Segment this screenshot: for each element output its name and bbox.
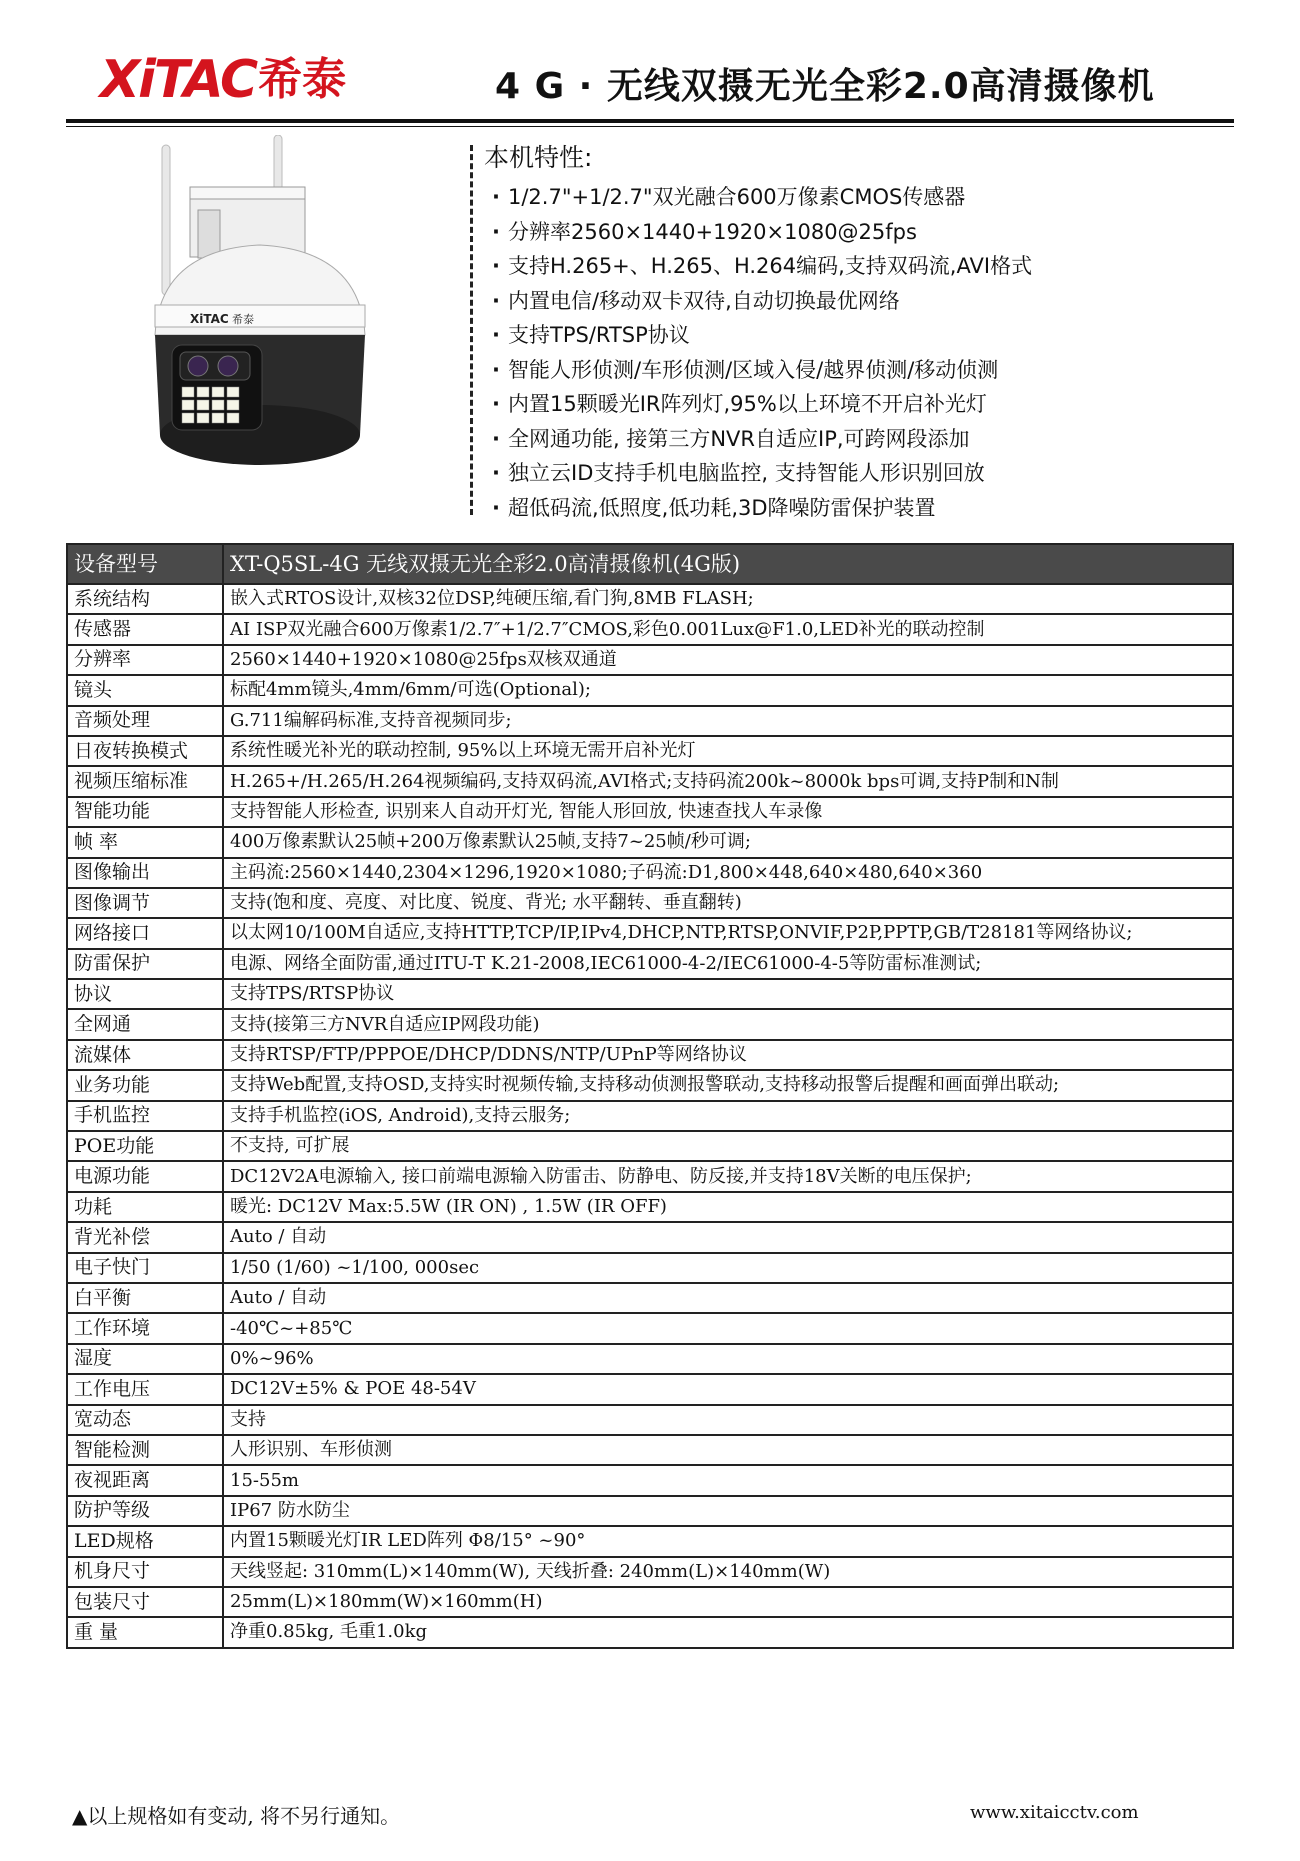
spec-row xyxy=(67,584,1233,614)
spec-value: 天线竖起: 310mm(L)×140mm(W), 天线折叠: 240mm(L)×140mm(W) xyxy=(223,1557,1233,1587)
spec-row xyxy=(67,1070,1233,1100)
spec-row xyxy=(67,1161,1233,1191)
spec-key: 智能功能 xyxy=(67,797,223,827)
spec-row xyxy=(67,1526,1233,1556)
spec-value: Auto / 自动 xyxy=(223,1283,1233,1313)
spec-value: H.265+/H.265/H.264视频编码,支持双码流,AVI格式;支持码流200k~8000k bps可调,支持P制和N制 xyxy=(223,766,1233,796)
spec-key: 流媒体 xyxy=(67,1040,223,1070)
spec-row xyxy=(67,1313,1233,1343)
spec-key: 设备型号 xyxy=(67,544,223,584)
feature-item: · 超低码流,低照度,低功耗,3D降噪防雷保护装置 xyxy=(492,495,936,520)
spec-row xyxy=(67,1465,1233,1495)
spec-key: 音频处理 xyxy=(67,706,223,736)
spec-value: 1/50 (1/60) ~1/100, 000sec xyxy=(223,1253,1233,1283)
spec-row xyxy=(67,736,1233,766)
spec-key: 防雷保护 xyxy=(67,949,223,979)
header-rule-thick xyxy=(66,119,1234,123)
spec-row xyxy=(67,766,1233,796)
spec-key: 协议 xyxy=(67,979,223,1009)
spec-row xyxy=(67,1374,1233,1404)
features-title: 本机特性: xyxy=(484,143,593,172)
spec-value: 支持Web配置,支持OSD,支持实时视频传输,支持移动侦测报警联动,支持移动报警后提醒和画面弹出联动; xyxy=(223,1070,1233,1100)
spec-key: 夜视距离 xyxy=(67,1465,223,1495)
feature-item: · 1/2.7"+1/2.7"双光融合600万像素CMOS传感器 xyxy=(492,185,966,209)
spec-row xyxy=(67,1617,1233,1647)
spec-value: 人形识别、车形侦测 xyxy=(223,1435,1233,1465)
spec-row xyxy=(67,1192,1233,1222)
spec-key: 背光补偿 xyxy=(67,1222,223,1252)
spec-key: 宽动态 xyxy=(67,1405,223,1435)
spec-key: 白平衡 xyxy=(67,1283,223,1313)
spec-row xyxy=(67,797,1233,827)
header-rule-thin xyxy=(66,126,1234,127)
spec-key: 防护等级 xyxy=(67,1496,223,1526)
spec-table xyxy=(66,543,1234,1649)
spec-row xyxy=(67,858,1233,888)
disclaimer-note: ▲以上规格如有变动, 将不另行通知。 xyxy=(72,1804,401,1828)
spec-value: 0%~96% xyxy=(223,1344,1233,1374)
spec-header-row xyxy=(67,544,1233,584)
spec-value: 25mm(L)×180mm(W)×160mm(H) xyxy=(223,1587,1233,1617)
spec-row xyxy=(67,1496,1233,1526)
spec-value: 支持手机监控(iOS, Android),支持云服务; xyxy=(223,1101,1233,1131)
spec-value: 2560×1440+1920×1080@25fps双核双通道 xyxy=(223,645,1233,675)
spec-value: 系统性暖光补光的联动控制, 95%以上环境无需开启补光灯 xyxy=(223,736,1233,766)
spec-value: 支持智能人形检查, 识别来人自动开灯光, 智能人形回放, 快速查找人车录像 xyxy=(223,797,1233,827)
spec-key: 视频压缩标准 xyxy=(67,766,223,796)
spec-row xyxy=(67,949,1233,979)
spec-value: -40℃~+85℃ xyxy=(223,1313,1233,1343)
spec-row xyxy=(67,979,1233,1009)
spec-row xyxy=(67,1435,1233,1465)
feature-item: · 内置15颗暖光IR阵列灯,95%以上环境不开启补光灯 xyxy=(492,392,987,416)
spec-key: 系统结构 xyxy=(67,584,223,614)
spec-key: 镜头 xyxy=(67,675,223,705)
spec-row xyxy=(67,1283,1233,1313)
feature-item: · 全网通功能, 接第三方NVR自适应IP,可跨网段添加 xyxy=(492,426,970,451)
spec-key: 分辨率 xyxy=(67,645,223,675)
spec-row xyxy=(67,1557,1233,1587)
spec-row xyxy=(67,1009,1233,1039)
spec-row xyxy=(67,1040,1233,1070)
spec-key: 电子快门 xyxy=(67,1253,223,1283)
spec-row xyxy=(67,1222,1233,1252)
feature-item: · 智能人形侦测/车形侦测/区域入侵/越界侦测/移动侦测 xyxy=(492,357,999,382)
spec-value: 15-55m xyxy=(223,1465,1233,1495)
spec-key: 工作环境 xyxy=(67,1313,223,1343)
spec-key: 图像调节 xyxy=(67,888,223,918)
spec-row xyxy=(67,1587,1233,1617)
logo-latin-text: XiTAC xyxy=(100,50,257,110)
spec-value: 不支持, 可扩展 xyxy=(223,1131,1233,1161)
spec-row xyxy=(67,1253,1233,1283)
spec-key: 业务功能 xyxy=(67,1070,223,1100)
spec-row xyxy=(67,1131,1233,1161)
spec-key: 湿度 xyxy=(67,1344,223,1374)
spec-value: 主码流:2560×1440,2304×1296,1920×1080;子码流:D1,800×448,640×480,640×360 xyxy=(223,858,1233,888)
features-divider xyxy=(470,145,473,515)
spec-value: Auto / 自动 xyxy=(223,1222,1233,1252)
spec-key: 网络接口 xyxy=(67,918,223,948)
spec-value: AI ISP双光融合600万像素1/2.7″+1/2.7″CMOS,彩色0.001Lux@F1.0,LED补光的联动控制 xyxy=(223,614,1233,644)
feature-item: · 支持H.265+、H.265、H.264编码,支持双码流,AVI格式 xyxy=(492,254,1033,278)
spec-key: 全网通 xyxy=(67,1009,223,1039)
spec-value: 净重0.85kg, 毛重1.0kg xyxy=(223,1617,1233,1647)
feature-item: · 分辨率2560×1440+1920×1080@25fps xyxy=(492,219,917,244)
logo-chinese-text: 希泰 xyxy=(258,54,347,105)
spec-key: 传感器 xyxy=(67,614,223,644)
spec-value: 嵌入式RTOS设计,双核32位DSP,纯硬压缩,看门狗,8MB FLASH; xyxy=(223,584,1233,614)
spec-key: LED规格 xyxy=(67,1526,223,1556)
spec-key: POE功能 xyxy=(67,1131,223,1161)
spec-value: 以太网10/100M自适应,支持HTTP,TCP/IP,IPv4,DHCP,NTP,RTSP,ONVIF,P2P,PPTP,GB/T28181等网络协议; xyxy=(223,918,1233,948)
spec-row xyxy=(67,827,1233,857)
spec-row xyxy=(67,918,1233,948)
spec-value: G.711编解码标准,支持音视频同步; xyxy=(223,706,1233,736)
features-list xyxy=(484,180,1032,525)
spec-value: XT-Q5SL-4G 无线双摄无光全彩2.0高清摄像机(4G版) xyxy=(223,544,1233,584)
spec-key: 图像输出 xyxy=(67,858,223,888)
spec-row xyxy=(67,1405,1233,1435)
spec-value: 标配4mm镜头,4mm/6mm/可选(Optional); xyxy=(223,675,1233,705)
brand-logo xyxy=(100,50,380,110)
spec-key: 电源功能 xyxy=(67,1161,223,1191)
spec-row xyxy=(67,645,1233,675)
spec-value: 暖光: DC12V Max:5.5W (IR ON) , 1.5W (IR OFF) xyxy=(223,1192,1233,1222)
spec-value: DC12V2A电源输入, 接口前端电源输入防雷击、防静电、防反接,并支持18V关断的电压保护; xyxy=(223,1161,1233,1191)
spec-value: 支持 xyxy=(223,1405,1233,1435)
spec-key: 功耗 xyxy=(67,1192,223,1222)
spec-key: 帧 率 xyxy=(67,827,223,857)
spec-value: 支持RTSP/FTP/PPPOE/DHCP/DDNS/NTP/UPnP等网络协议 xyxy=(223,1040,1233,1070)
feature-item: · 独立云ID支持手机电脑监控, 支持智能人形识别回放 xyxy=(492,461,985,485)
spec-key: 日夜转换模式 xyxy=(67,736,223,766)
spec-row xyxy=(67,675,1233,705)
spec-key: 手机监控 xyxy=(67,1101,223,1131)
spec-row xyxy=(67,1344,1233,1374)
spec-value: 400万像素默认25帧+200万像素默认25帧,支持7~25帧/秒可调; xyxy=(223,827,1233,857)
website-link[interactable]: www.xitaicctv.com xyxy=(970,1802,1139,1823)
spec-value: 支持TPS/RTSP协议 xyxy=(223,979,1233,1009)
page-title: 4 G · 无线双摄无光全彩2.0高清摄像机 xyxy=(495,66,1155,107)
spec-value: 支持(饱和度、亮度、对比度、锐度、背光; 水平翻转、垂直翻转) xyxy=(223,888,1233,918)
spec-value: 支持(接第三方NVR自适应IP网段功能) xyxy=(223,1009,1233,1039)
spec-key: 机身尺寸 xyxy=(67,1557,223,1587)
spec-row xyxy=(67,888,1233,918)
spec-value: DC12V±5% & POE 48-54V xyxy=(223,1374,1233,1404)
spec-value: 电源、网络全面防雷,通过ITU-T K.21-2008,IEC61000-4-2/IEC61000-4-5等防雷标准测试; xyxy=(223,949,1233,979)
spec-row xyxy=(67,614,1233,644)
spec-key: 智能检测 xyxy=(67,1435,223,1465)
spec-row xyxy=(67,706,1233,736)
spec-key: 包装尺寸 xyxy=(67,1587,223,1617)
camera-product-image xyxy=(150,135,370,520)
spec-value: IP67 防水防尘 xyxy=(223,1496,1233,1526)
camera-logo-latin: XiTAC xyxy=(190,312,229,326)
camera-logo-cn: 希泰 xyxy=(232,313,254,326)
spec-key: 重 量 xyxy=(67,1617,223,1647)
spec-value: 内置15颗暖光灯IR LED阵列 Φ8/15° ~90° xyxy=(223,1526,1233,1556)
feature-item: · 支持TPS/RTSP协议 xyxy=(492,323,690,347)
spec-row xyxy=(67,1101,1233,1131)
feature-item: · 内置电信/移动双卡双待,自动切换最优网络 xyxy=(492,288,900,313)
spec-key: 工作电压 xyxy=(67,1374,223,1404)
